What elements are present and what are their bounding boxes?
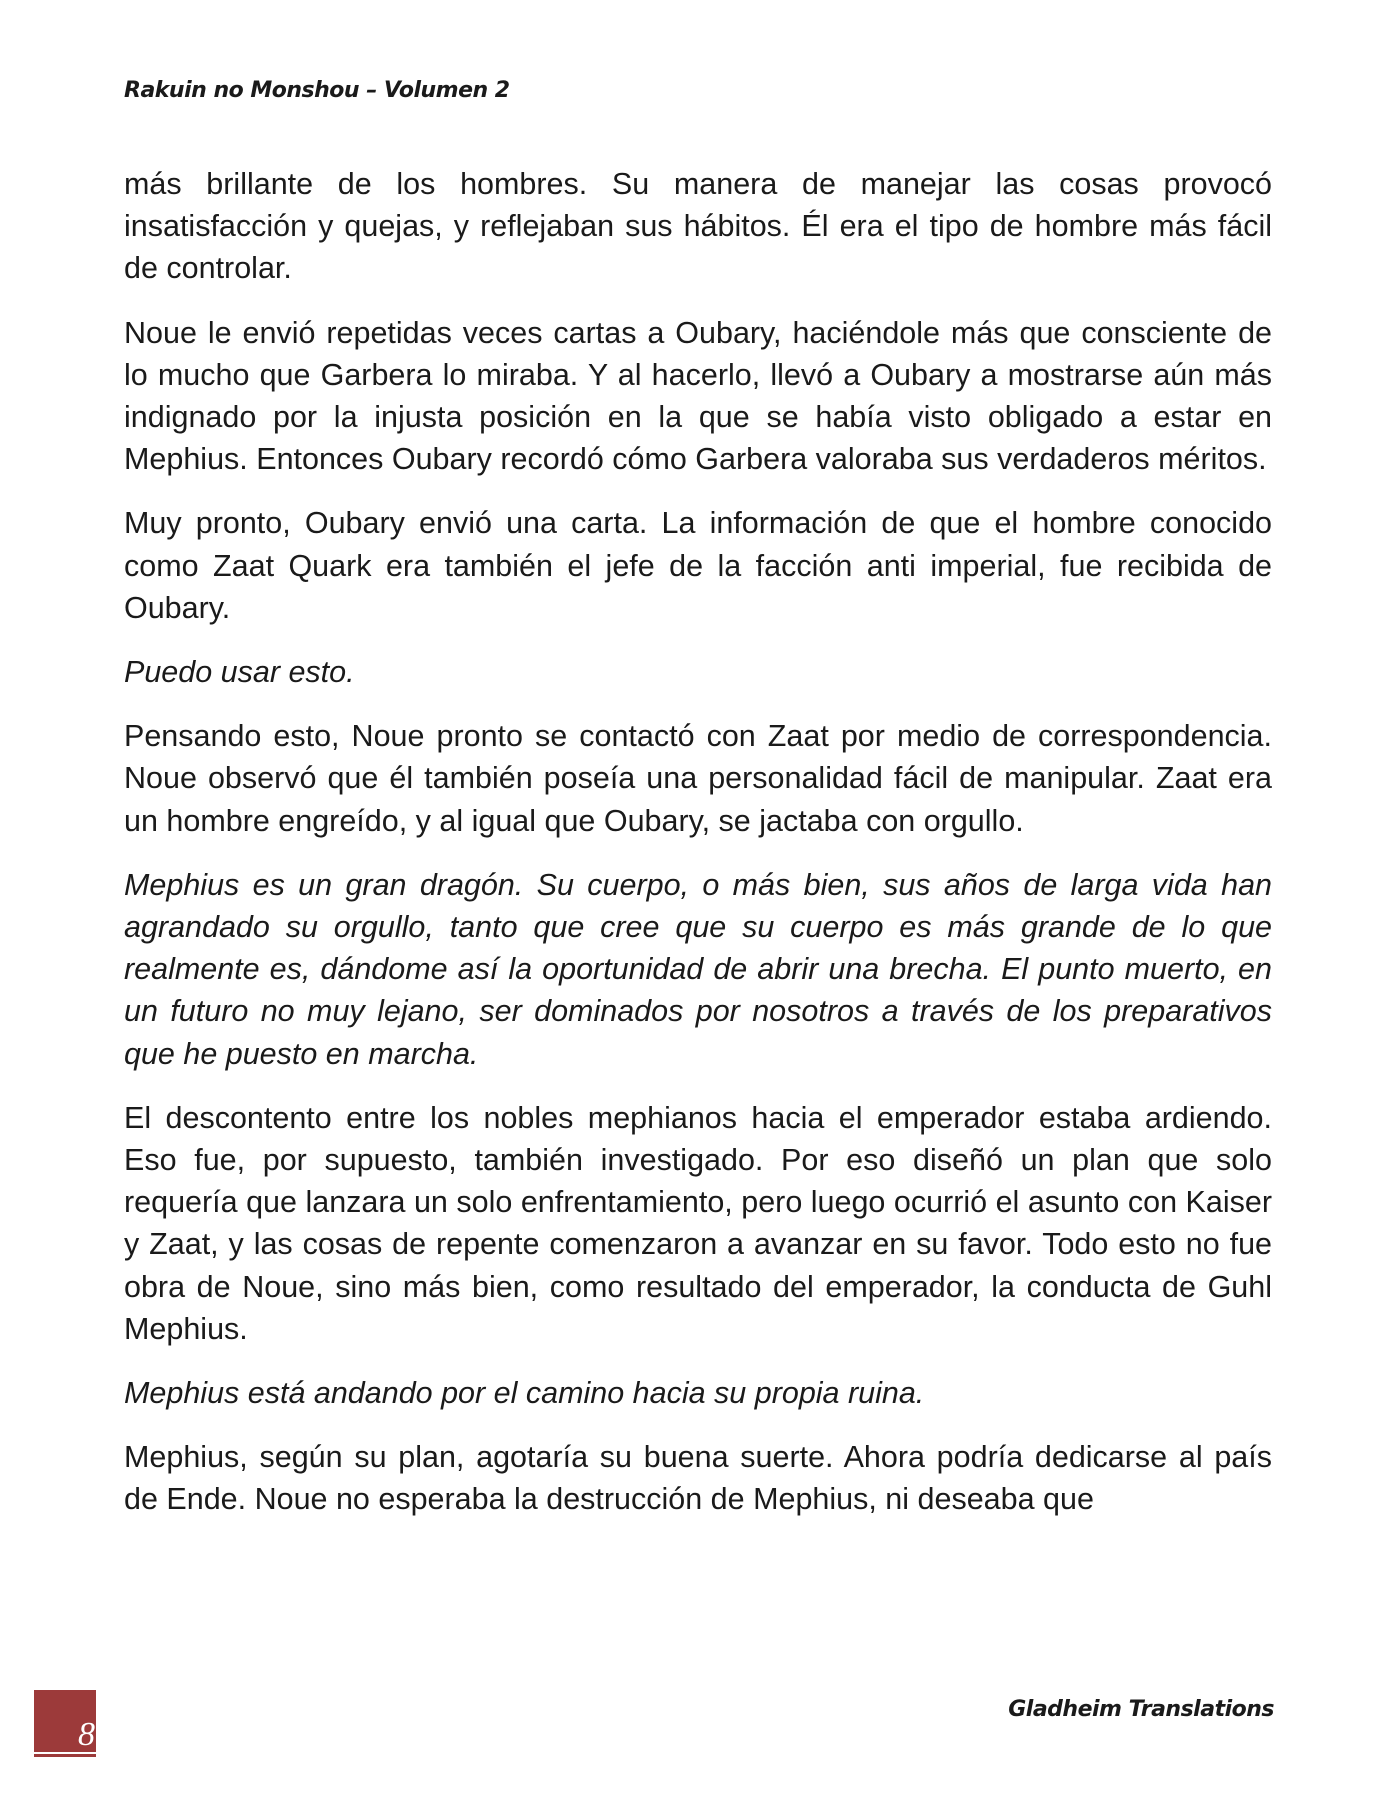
paragraph: más brillante de los hombres. Su manera de manejar las cosas provocó insatisfacción y quejas, y reflejaban sus hábitos. Él era el tipo de hombre más fácil de controlar.	[124, 167, 1272, 286]
paragraph: El descontento entre los nobles mephianos hacia el emperador estaba ardiendo. Eso fue, por supuesto, también investigado. Por eso diseñó un plan que solo requería que lanzara un solo enfrentamiento, pero luego ocurrió el asunto con Kaiser y Zaat, y las cosas de repente comenzaron a avanzar en su favor. Todo esto no fue obra de Noue, sino más bien, como resultado del emperador, la conducta de Guhl Mephius.	[124, 1100, 1272, 1346]
paragraph: Muy pronto, Oubary envió una carta. La información de que el hombre conocido como Zaat Quark era también el jefe de la facción anti imperial, fue recibida de Oubary.	[124, 506, 1272, 625]
body-text	[124, 163, 1272, 1543]
paragraph: Pensando esto, Noue pronto se contactó con Zaat por medio de correspondencia. Noue observó que él también poseía una personalidad fácil de manipular. Zaat era un hombre engreído, y al igual que Oubary, se jactaba con orgullo.	[124, 719, 1272, 838]
italic-thought: Mephius está andando por el camino hacia su propia ruina.	[124, 1376, 925, 1411]
footer-credit: Gladheim Translations	[1008, 1697, 1274, 1722]
italic-thought: Mephius es un gran dragón. Su cuerpo, o más bien, sus años de larga vida han agrandado su orgullo, tanto que cree que su cuerpo es más grande de lo que realmente es, dándome así la oportunidad de abrir una brecha. El punto muerto, en un futuro no muy lejano, ser dominados por nosotros a través de los preparativos que he puesto en marcha.	[124, 867, 1272, 1071]
page-number: 8	[78, 1716, 95, 1753]
paragraph: Noue le envió repetidas veces cartas a Oubary, haciéndole más que consciente de lo mucho que Garbera lo miraba. Y al hacerlo, llevó a Oubary a mostrarse aún más indignado por la injusta posición en la que se había visto obligado a estar en Mephius. Entonces Oubary recordó cómo Garbera valoraba sus verdaderos méritos.	[124, 315, 1272, 477]
running-header: Rakuin no Monshou – Volumen 2	[124, 78, 510, 103]
page-number-underline	[34, 1754, 96, 1757]
italic-thought: Puedo usar esto.	[124, 655, 355, 690]
paragraph: Mephius, según su plan, agotaría su buena suerte. Ahora podría dedicarse al país de Ende. Noue no esperaba la destrucción de Mephius, ni deseaba que	[124, 1440, 1272, 1517]
